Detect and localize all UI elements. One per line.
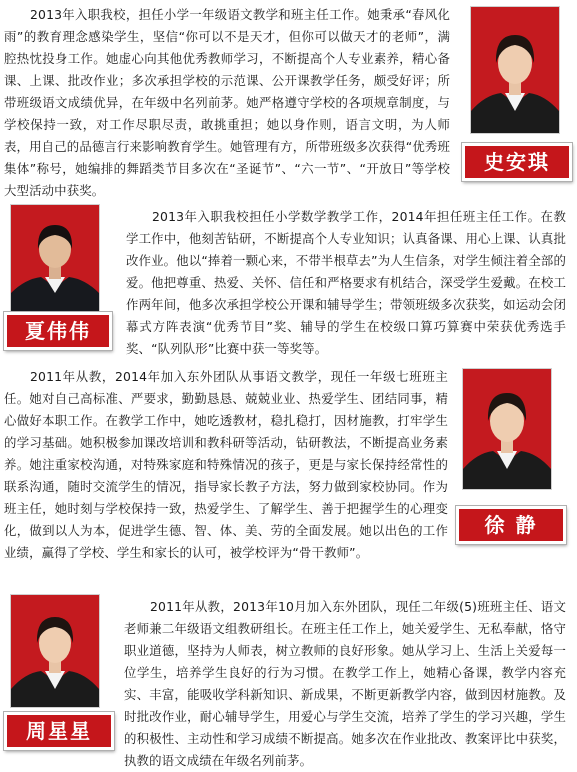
teacher-nameplate-shi-anqi: 史安琪 — [462, 143, 572, 181]
teacher-photo-xia-weiwei — [10, 204, 100, 312]
teacher-nameplate-xu-jing: 徐 静 — [456, 506, 566, 544]
teacher-photo-zhou-xingxing — [10, 594, 100, 708]
teacher-photo-xu-jing — [462, 368, 552, 490]
teacher-bio-xu-jing: 2011年从教，2014年加入东外团队从事语文教学，现任一年级七班班主任。她对自己高标准、严要求，勤勤恳恳、兢兢业业、热爱学生、团结同事，精心做好本职工作。在教学工作中，她吃透教材，稳扎稳打，因材施教，打牢学生的学习基础。她积极参加课改培训和教科研等活动，钻研教法，不断提高业务素养。她注重家校沟通，对特殊家庭和特殊情况的孩子，更是与家长保持经常性的联系沟通，随时交流学生的情况，指导家长教子方法，努力做到家校协同。作为班主任，她时刻与学校保持一致，热爱学生、了解学生、善于把握学生的心理变化，做到以人为本，促进学生德、智、体、美、劳的全面发展。她以出色的工作业绩，赢得了学校、学生和家长的认可，被学校评为“骨干教师”。 — [4, 369, 448, 560]
teacher-nameplate-xia-weiwei: 夏伟伟 — [4, 312, 112, 350]
teacher-bio-xia-weiwei: 2013年入职我校担任小学数学教学工作，2014年担任班主任工作。在教学工作中，他刻苦钻研，不断提高个人专业知识；认真备课、用心上课、认真批改作业。他以“捧着一颗心来，不带半根草去”为人生信条，对学生倾注着全部的爱。他把尊重、热爱、关怀、信任和严格要求有机结合，深受学生爱戴。在校工作两年间，他多次承担学校公开课和辅导学生；带领班级多次获奖，如运动会闭幕式方阵表演“优秀节目”奖、辅导的学生在校级口算巧算赛中荣获优秀选手奖、“队列队形”比赛中获一等奖等。 — [126, 209, 566, 356]
teacher-photo-shi-anqi — [470, 6, 560, 134]
teacher-nameplate-zhou-xingxing: 周星星 — [4, 712, 114, 750]
teacher-bio-zhou-xingxing: 2011年从教，2013年10月加入东外团队，现任二年级(5)班班主任、语文老师兼二年级语文组教研组长。在班主任工作上，她关爱学生、无私奉献，恪守职业道德，坚持为人师表，树立教师的良好形象。她从学习上、生活上关爱每一位学生，培养学生良好的行为习惯。在教学工作上，她精心备课，教学内容充实、丰富，能吸收学科新知识、新成果，不断更新教学内容，做到因材施教。及时批改作业，耐心辅导学生，用爱心与学生交流，培养了学生的学习兴趣，学生的积极性、主动性和学习成绩不断提高。她多次在作业批改、教案评比中获奖，执教的语文成绩在年级名列前茅。 — [124, 599, 566, 768]
teacher-bio-shi-anqi: 2013年入职我校，担任小学一年级语文教学和班主任工作。她秉承“春风化雨”的教育理念感染学生，坚信“你可以不是天才，但你可以做天才的老师”，满腔热忱投身工作。她虚心向其他优秀教师学习，不断提高个人专业素养，精心备课、上课、批改作业；多次承担学校的示范课、公开课教学任务，颇受好评；所带班级语文成绩优异，在年级中名列前茅。她严格遵守学校的各项规章制度，与学校保持一致，对工作尽职尽责，敢挑重担；她以身作则，语言文明，为人师表，用自己的品德言行来影响教育学生。她管理有方，所带班级多次获得“优秀班集体”称号，她编排的舞蹈类节目多次在“圣诞节”、“六一节”、“开放日”等学校大型活动中获奖。 — [4, 7, 450, 198]
